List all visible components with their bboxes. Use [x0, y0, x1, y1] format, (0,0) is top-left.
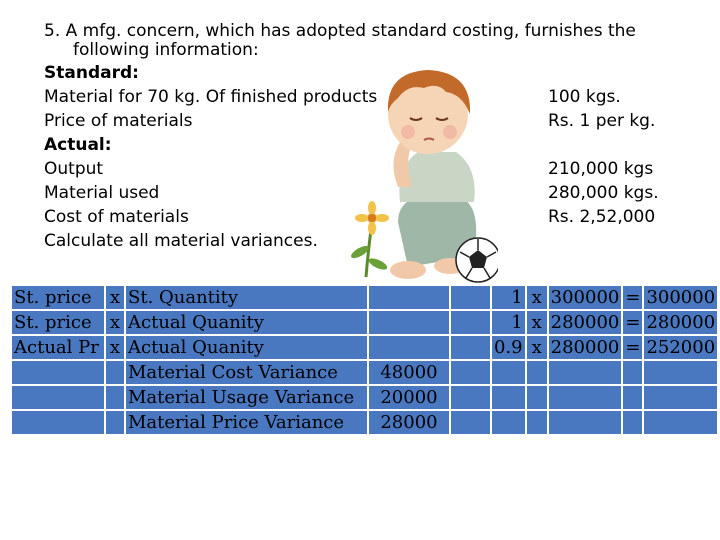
- operator-cell: x: [105, 285, 125, 310]
- cost-value: Rs. 2,52,000: [548, 207, 656, 227]
- quantity-cell: [548, 360, 623, 385]
- basis-cell: St. price: [11, 285, 105, 310]
- multiply-cell: [526, 410, 548, 435]
- result-cell: [643, 360, 718, 385]
- equals-cell: =: [622, 310, 643, 335]
- price-cell: [491, 410, 526, 435]
- price-cell: [491, 360, 526, 385]
- operator-cell: [105, 385, 125, 410]
- variance-value-cell: 28000: [368, 410, 450, 435]
- quantity-cell: 280000: [548, 310, 623, 335]
- quantity-basis-cell: Material Price Variance: [125, 410, 368, 435]
- price-cell: 1: [491, 310, 526, 335]
- multiply-cell: [526, 360, 548, 385]
- actual-heading: Actual:: [44, 135, 112, 155]
- basis-cell: [11, 385, 105, 410]
- quantity-cell: [548, 410, 623, 435]
- result-cell: 300000: [643, 285, 718, 310]
- equals-cell: =: [622, 335, 643, 360]
- operator-cell: x: [105, 310, 125, 335]
- blank-cell: [450, 335, 491, 360]
- child-with-ball-clipart: [338, 52, 498, 292]
- basis-cell: St. price: [11, 310, 105, 335]
- blank-cell: [450, 360, 491, 385]
- table-row: [11, 285, 718, 310]
- price-cell: [491, 385, 526, 410]
- blank-cell: [450, 410, 491, 435]
- multiply-cell: x: [526, 285, 548, 310]
- result-cell: [643, 385, 718, 410]
- table-row: [11, 360, 718, 385]
- standard-heading: Standard:: [44, 63, 139, 83]
- table-row: [11, 310, 718, 335]
- price-value: Rs. 1 per kg.: [548, 111, 656, 131]
- equals-cell: [622, 410, 643, 435]
- problem-line-2: following information:: [73, 40, 259, 60]
- operator-cell: [105, 410, 125, 435]
- table-row: [11, 335, 718, 360]
- variance-calculation-table: [10, 284, 719, 436]
- variance-value-cell: [368, 285, 450, 310]
- variance-value-cell: [368, 310, 450, 335]
- quantity-basis-cell: Material Cost Variance: [125, 360, 368, 385]
- quantity-basis-cell: St. Quantity: [125, 285, 368, 310]
- material-used-label: Material used: [44, 183, 160, 203]
- blank-cell: [450, 385, 491, 410]
- equals-cell: [622, 385, 643, 410]
- output-label: Output: [44, 159, 104, 179]
- result-cell: 252000: [643, 335, 718, 360]
- variance-value-cell: 48000: [368, 360, 450, 385]
- quantity-basis-cell: Actual Quanity: [125, 335, 368, 360]
- variance-value-cell: [368, 335, 450, 360]
- equals-cell: =: [622, 285, 643, 310]
- price-cell: 1: [491, 285, 526, 310]
- quantity-basis-cell: Actual Quanity: [125, 310, 368, 335]
- result-cell: [643, 410, 718, 435]
- multiply-cell: x: [526, 310, 548, 335]
- quantity-basis-cell: Material Usage Variance: [125, 385, 368, 410]
- multiply-cell: x: [526, 335, 548, 360]
- variance-value-cell: 20000: [368, 385, 450, 410]
- table-row: [11, 410, 718, 435]
- price-cell: 0.9: [491, 335, 526, 360]
- table-row: [11, 385, 718, 410]
- multiply-cell: [526, 385, 548, 410]
- operator-cell: x: [105, 335, 125, 360]
- std-material-value: 100 kgs.: [548, 87, 621, 107]
- basis-cell: Actual Pr: [11, 335, 105, 360]
- quantity-cell: 280000: [548, 335, 623, 360]
- basis-cell: [11, 410, 105, 435]
- material-used-value: 280,000 kgs.: [548, 183, 659, 203]
- blank-cell: [450, 285, 491, 310]
- result-cell: 280000: [643, 310, 718, 335]
- quantity-cell: 300000: [548, 285, 623, 310]
- output-value: 210,000 kgs: [548, 159, 654, 179]
- instruction-text: Calculate all material variances.: [44, 231, 318, 251]
- equals-cell: [622, 360, 643, 385]
- price-label: Price of materials: [44, 111, 193, 131]
- basis-cell: [11, 360, 105, 385]
- operator-cell: [105, 360, 125, 385]
- std-material-label: Material for 70 kg. Of finished products: [44, 87, 378, 107]
- blank-cell: [450, 310, 491, 335]
- quantity-cell: [548, 385, 623, 410]
- cost-label: Cost of materials: [44, 207, 189, 227]
- problem-line-1: 5. A mfg. concern, which has adopted standard costing, furnishes the: [44, 21, 636, 41]
